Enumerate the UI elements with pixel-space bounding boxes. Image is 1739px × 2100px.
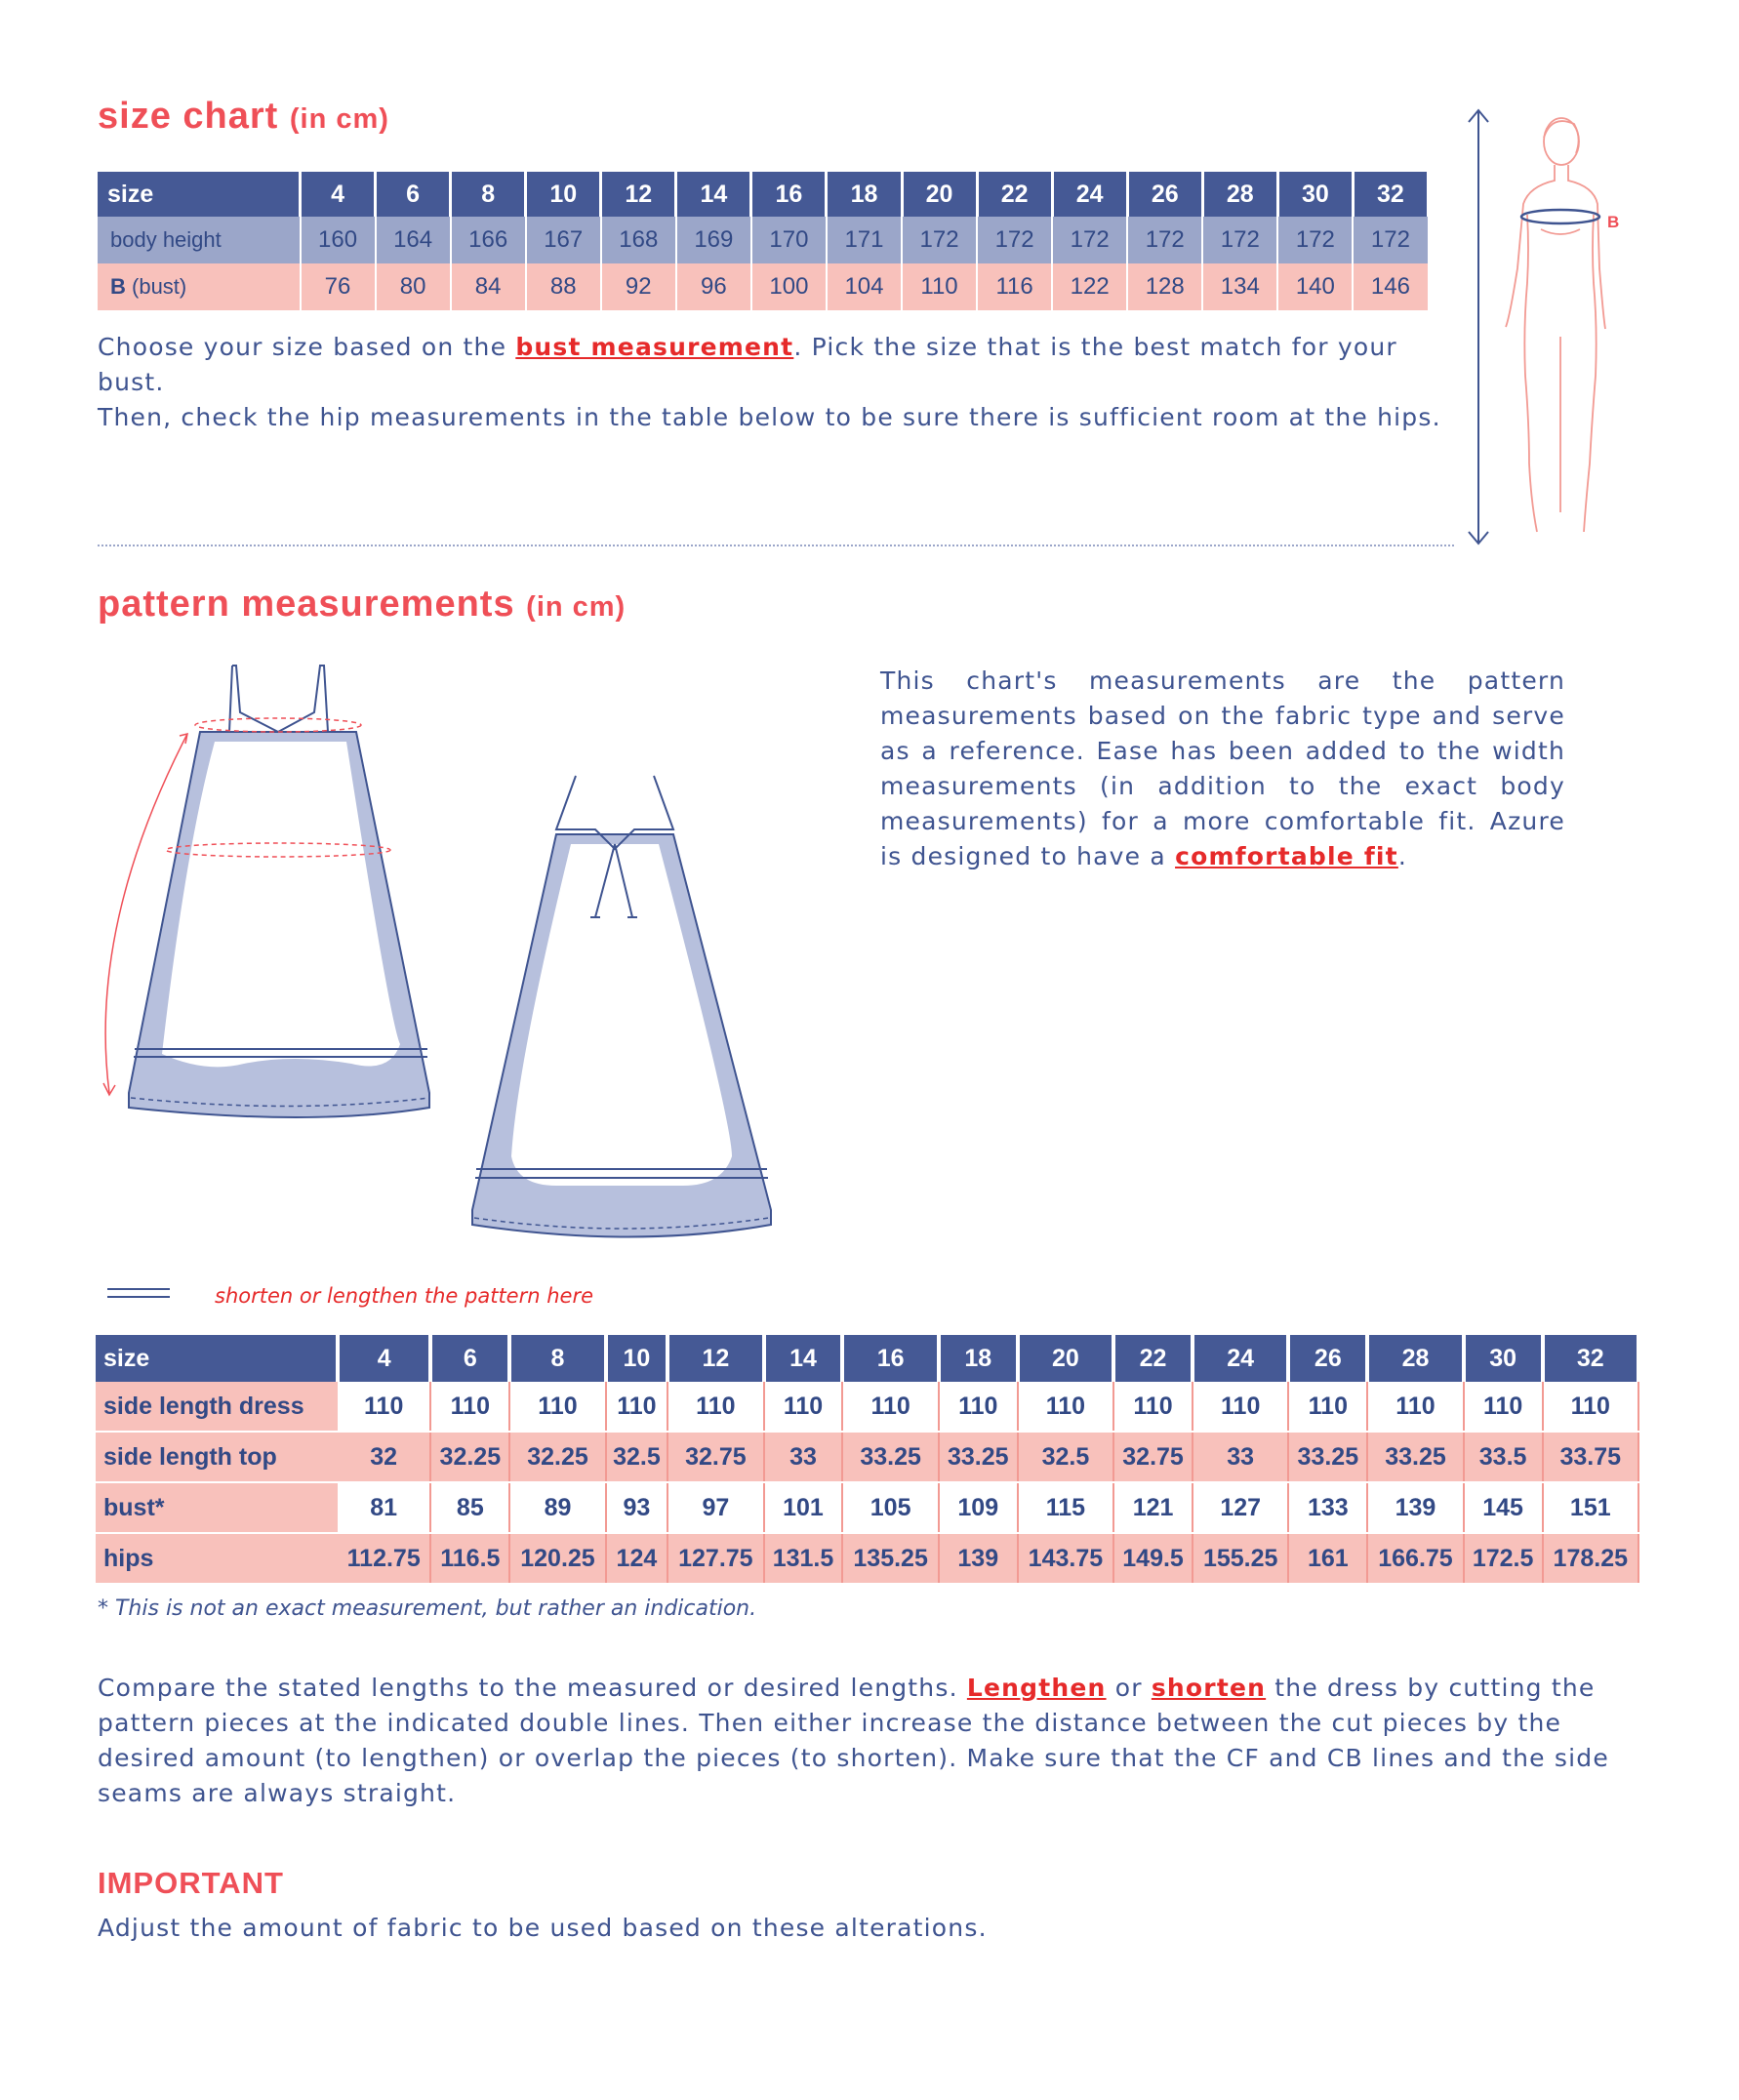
size-cell: 30: [1277, 172, 1353, 217]
pattern-description: [880, 664, 1565, 874]
section-divider: [98, 545, 1454, 546]
size-cell: 20: [902, 172, 977, 217]
size-chart-table: [98, 172, 1430, 310]
legend-label: shorten or lengthen the pattern here: [215, 1284, 593, 1308]
table-cell: 76: [301, 263, 376, 310]
table-cell: 168: [601, 217, 676, 263]
size-header-label: size: [98, 172, 301, 217]
size-cell: 32: [1353, 172, 1428, 217]
compare-paragraph: [98, 1671, 1620, 1811]
table-cell: 127: [1193, 1482, 1288, 1533]
table-cell: 127.75: [667, 1533, 763, 1584]
size-cell: 22: [1113, 1335, 1193, 1382]
comfortable-fit-link[interactable]: comfortable fit: [1175, 842, 1398, 870]
table-cell: 110: [1543, 1382, 1638, 1432]
size-cell: 6: [376, 172, 451, 217]
body-height-label: body height: [98, 217, 301, 263]
size-cell: 22: [977, 172, 1052, 217]
table-cell: 172: [1353, 217, 1428, 263]
pattern-measurements-table: [96, 1335, 1640, 1585]
table-cell: 160: [301, 217, 376, 263]
table-cell: 85: [430, 1482, 509, 1533]
double-line-legend-icon: [107, 1288, 170, 1298]
dress-illustrations: [98, 654, 800, 1249]
size-cell: 14: [676, 172, 751, 217]
table-cell: 33.25: [1288, 1432, 1367, 1482]
size-cell: 12: [601, 172, 676, 217]
size-instructions: [98, 330, 1464, 435]
table-cell: 110: [939, 1382, 1018, 1432]
table-cell: 166.75: [1367, 1533, 1463, 1584]
pattern-size-header-label: size: [96, 1335, 338, 1382]
table-cell: 110: [1193, 1382, 1288, 1432]
table-cell: 116.5: [430, 1533, 509, 1584]
table-cell: 172: [1277, 217, 1353, 263]
table-cell: 110: [1113, 1382, 1193, 1432]
table-cell: 33.25: [1367, 1432, 1463, 1482]
table-cell: 110: [902, 263, 977, 310]
size-cell: 18: [939, 1335, 1018, 1382]
pattern-title: [98, 584, 626, 626]
size-chart-title: [98, 96, 389, 138]
pattern-title-text: pattern measurements: [98, 584, 515, 625]
table-cell: 166: [451, 217, 526, 263]
table-cell: 109: [939, 1482, 1018, 1533]
size-cell: 28: [1202, 172, 1277, 217]
table-cell: 164: [376, 217, 451, 263]
table-cell: 88: [526, 263, 601, 310]
table-cell: 110: [338, 1382, 430, 1432]
side-length-dress-row: [96, 1382, 1638, 1432]
table-cell: 120.25: [509, 1533, 605, 1584]
body-figure-illustration: [1459, 102, 1635, 551]
compare-text-end: the dress by cutting the pattern pieces at the indicated double lines. Then either increase the distance between the cut pieces by the desired amount (to lengthen) or overlap the pieces (to shorten). Make sure that the CF and CB lines and the side seams are always straight.: [98, 1674, 1609, 1807]
table-cell: 145: [1464, 1482, 1543, 1533]
size-chart-unit: (in cm): [289, 103, 389, 135]
size-cell: 20: [1018, 1335, 1113, 1382]
table-cell: 133: [1288, 1482, 1367, 1533]
size-cell: 8: [451, 172, 526, 217]
table-cell: 161: [1288, 1533, 1367, 1584]
table-cell: 32.75: [667, 1432, 763, 1482]
table-cell: 140: [1277, 263, 1353, 310]
table-cell: 32.25: [509, 1432, 605, 1482]
table-cell: 80: [376, 263, 451, 310]
table-cell: 178.25: [1543, 1533, 1638, 1584]
table-cell: 167: [526, 217, 601, 263]
table-cell: 112.75: [338, 1533, 430, 1584]
bust-label-letter: B: [110, 274, 126, 299]
table-cell: 104: [827, 263, 902, 310]
table-cell: 97: [667, 1482, 763, 1533]
row-label: side length top: [96, 1432, 338, 1482]
size-cell: 26: [1127, 172, 1202, 217]
pattern-unit: (in cm): [526, 591, 627, 623]
size-cell: 14: [764, 1335, 843, 1382]
table-cell: 33.5: [1464, 1432, 1543, 1482]
table-cell: 172: [977, 217, 1052, 263]
instructions-text: Choose your size based on the: [98, 333, 516, 361]
size-cell: 6: [430, 1335, 509, 1382]
size-cell: 18: [827, 172, 902, 217]
row-label: side length dress: [96, 1382, 338, 1432]
size-cell: 16: [751, 172, 827, 217]
table-cell: 110: [764, 1382, 843, 1432]
table-cell: 32.75: [1113, 1432, 1193, 1482]
table-cell: 172: [902, 217, 977, 263]
size-header-row: [98, 172, 1429, 217]
table-cell: 171: [827, 217, 902, 263]
table-cell: 139: [939, 1533, 1018, 1584]
size-cell: 16: [842, 1335, 938, 1382]
table-cell: 32.5: [1018, 1432, 1113, 1482]
table-cell: 131.5: [764, 1533, 843, 1584]
table-cell: 134: [1202, 263, 1277, 310]
figure-bust-label: B: [1607, 213, 1620, 231]
important-text: Adjust the amount of fabric to be used based on these alterations.: [98, 1914, 988, 1942]
table-cell: 122: [1052, 263, 1127, 310]
table-cell: 92: [601, 263, 676, 310]
table-cell: 128: [1127, 263, 1202, 310]
size-cell: 10: [526, 172, 601, 217]
table-cell: 172: [1127, 217, 1202, 263]
table-cell: 121: [1113, 1482, 1193, 1533]
table-cell: 124: [606, 1533, 668, 1584]
table-cell: 33.75: [1543, 1432, 1638, 1482]
bust-label-text: (bust): [125, 274, 187, 299]
table-cell: 33.25: [842, 1432, 938, 1482]
instructions-text-end: . Pick the size that is the best match for your bust.: [98, 333, 1397, 396]
shorten-link[interactable]: shorten: [1151, 1674, 1267, 1702]
compare-text-mid: or: [1106, 1674, 1152, 1702]
bust-label: [98, 263, 301, 310]
size-cell: 32: [1543, 1335, 1638, 1382]
table-cell: 32.25: [430, 1432, 509, 1482]
size-cell: 30: [1464, 1335, 1543, 1382]
table-cell: 169: [676, 217, 751, 263]
table-cell: 32: [338, 1432, 430, 1482]
back-dress-drawing: [472, 776, 771, 1237]
table-cell: 139: [1367, 1482, 1463, 1533]
table-cell: 110: [1288, 1382, 1367, 1432]
size-cell: 4: [301, 172, 376, 217]
lengthen-link[interactable]: Lengthen: [966, 1674, 1107, 1702]
table-cell: 89: [509, 1482, 605, 1533]
table-cell: 172: [1052, 217, 1127, 263]
table-cell: 110: [1367, 1382, 1463, 1432]
bust-measurement-link[interactable]: bust measurement: [515, 333, 794, 361]
table-cell: 110: [509, 1382, 605, 1432]
table-cell: 101: [764, 1482, 843, 1533]
table-cell: 84: [451, 263, 526, 310]
bust-row: [98, 263, 1429, 310]
compare-text: Compare the stated lengths to the measured or desired lengths.: [98, 1674, 967, 1702]
table-cell: 143.75: [1018, 1533, 1113, 1584]
table-cell: 170: [751, 217, 827, 263]
row-label: bust*: [96, 1482, 338, 1533]
table-cell: 100: [751, 263, 827, 310]
table-cell: 151: [1543, 1482, 1638, 1533]
size-cell: 4: [338, 1335, 430, 1382]
size-cell: 24: [1193, 1335, 1288, 1382]
instructions-line-2: Then, check the hip measurements in the table below to be sure there is sufficient room at the hips.: [98, 403, 1441, 431]
table-cell: 115: [1018, 1482, 1113, 1533]
size-cell: 8: [509, 1335, 605, 1382]
table-cell: 110: [606, 1382, 668, 1432]
size-cell: 26: [1288, 1335, 1367, 1382]
table-cell: 172.5: [1464, 1533, 1543, 1584]
table-cell: 110: [1464, 1382, 1543, 1432]
table-cell: 116: [977, 263, 1052, 310]
size-cell: 10: [606, 1335, 668, 1382]
side-length-top-row: [96, 1432, 1638, 1482]
size-cell: 24: [1052, 172, 1127, 217]
table-cell: 32.5: [606, 1432, 668, 1482]
size-cell: 28: [1367, 1335, 1463, 1382]
pattern-size-header-row: [96, 1335, 1638, 1382]
table-cell: 155.25: [1193, 1533, 1288, 1584]
table-cell: 33.25: [939, 1432, 1018, 1482]
table-cell: 105: [842, 1482, 938, 1533]
table-cell: 33: [1193, 1432, 1288, 1482]
table-cell: 110: [667, 1382, 763, 1432]
table-cell: 172: [1202, 217, 1277, 263]
hips-row: [96, 1533, 1638, 1584]
table-cell: 93: [606, 1482, 668, 1533]
size-chart-title-text: size chart: [98, 96, 279, 137]
front-dress-drawing: [103, 666, 429, 1117]
pattern-description-end: .: [1397, 842, 1407, 870]
table-cell: 146: [1353, 263, 1428, 310]
body-height-row: [98, 217, 1429, 263]
table-cell: 33: [764, 1432, 843, 1482]
table-cell: 135.25: [842, 1533, 938, 1584]
table-cell: 96: [676, 263, 751, 310]
size-cell: 12: [667, 1335, 763, 1382]
table-cell: 110: [842, 1382, 938, 1432]
pattern-description-text: This chart's measurements are the pattern measurements based on the fabric type and serve as a reference. Ease has been added to the width measurements (in addition to the exact body measurements) for a more comfortable fit. Azure is designed to have a: [880, 666, 1565, 870]
bust-row: [96, 1482, 1638, 1533]
row-label: hips: [96, 1533, 338, 1584]
footnote: * This is not an exact measurement, but rather an indication.: [98, 1596, 757, 1621]
table-cell: 149.5: [1113, 1533, 1193, 1584]
table-cell: 110: [430, 1382, 509, 1432]
important-heading: IMPORTANT: [98, 1866, 284, 1900]
table-cell: 110: [1018, 1382, 1113, 1432]
table-cell: 81: [338, 1482, 430, 1533]
